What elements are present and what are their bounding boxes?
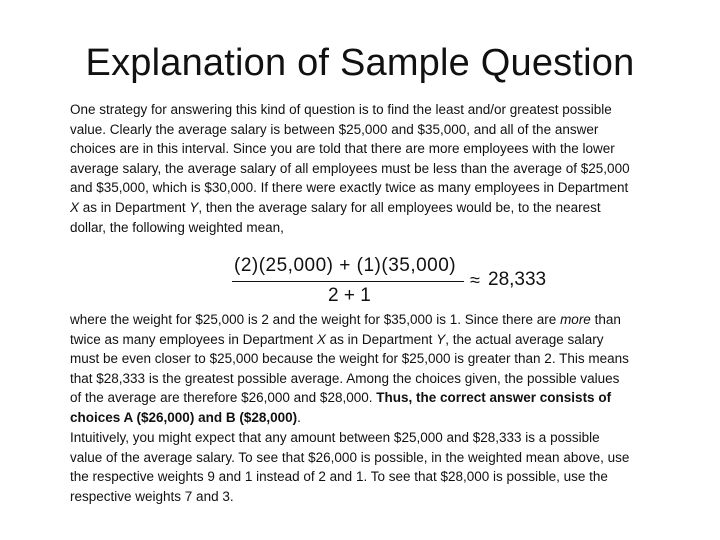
text-line: respective weights 7 and 3.: [70, 488, 234, 504]
text-line: One strategy for answering this kind of question is to find the least and/or greatest possible: [70, 102, 612, 117]
paragraph-intuition: [70, 428, 710, 506]
text-line: must be even closer to $25,000 because the weight for $25,000 is greater than 2. This means: [70, 351, 629, 367]
answer-bold-text: Thus, the correct answer consists of: [376, 390, 612, 406]
text-fragment: twice as many employees in Department: [70, 331, 317, 347]
slide-title: Explanation of Sample Question: [85, 42, 635, 84]
text-line: that $28,333 is the greatest possible average. Among the choices given, the possible values: [70, 370, 620, 386]
text-fragment: of the average are therefore $26,000 and $28,000.: [70, 390, 377, 406]
emphasis-text: more: [560, 312, 591, 327]
text-line: average salary, the average salary of all employees must be less than the average of $25,000: [70, 160, 630, 176]
text-line: [70, 388, 710, 408]
formula-result: 28,333: [488, 269, 547, 290]
weighted-mean-formula: [232, 255, 562, 313]
variable-x: X: [70, 199, 80, 215]
formula-denominator: 2 + 1: [328, 285, 371, 306]
text-line: [70, 198, 710, 218]
paragraph-intro: [70, 100, 710, 237]
text-line: and $35,000, which is $30,000. If there were exactly twice as many employees in Department: [70, 180, 629, 196]
text-fragment: as in Department: [325, 331, 437, 347]
fraction-bar: [232, 281, 464, 282]
text-line: value of the average salary. To see that $26,000 is possible, in the weighted mean above, use: [70, 449, 630, 465]
answer-bold-text: choices A ($26,000) and B ($28,000): [70, 409, 298, 425]
text-line: choices are in this interval. Since you are told that there are more employees with the lower: [70, 141, 615, 157]
text-fragment: as in Department: [82, 199, 190, 215]
approx-symbol: ≈: [470, 270, 480, 290]
paragraph-explanation: [70, 310, 710, 428]
text-fragment: where the weight for $25,000 is 2 and the weight for $35,000 is 1. Since there are: [70, 312, 561, 327]
text-line: dollar, the following weighted mean,: [70, 219, 284, 235]
text-fragment: than: [590, 312, 621, 327]
variable-x: X: [316, 331, 326, 347]
text-fragment: .: [297, 409, 301, 425]
formula-numerator: (2)(25,000) + (1)(35,000): [234, 255, 457, 276]
text-line: [70, 408, 710, 428]
variable-y: Y: [189, 199, 199, 215]
text-fragment: , then the average salary for all employees would be, to the nearest: [198, 199, 601, 215]
text-line: Intuitively, you might expect that any amount between $25,000 and $28,333 is a possible: [70, 430, 600, 445]
variable-y: Y: [436, 331, 446, 347]
text-line: [70, 330, 710, 350]
text-line: the respective weights 9 and 1 instead of 2 and 1. To see that $28,000 is possible, use the: [70, 469, 608, 485]
text-line: value. Clearly the average salary is between $25,000 and $35,000, and all of the answer: [70, 121, 599, 137]
text-fragment: , the actual average salary: [445, 331, 604, 347]
text-line: [70, 310, 710, 330]
